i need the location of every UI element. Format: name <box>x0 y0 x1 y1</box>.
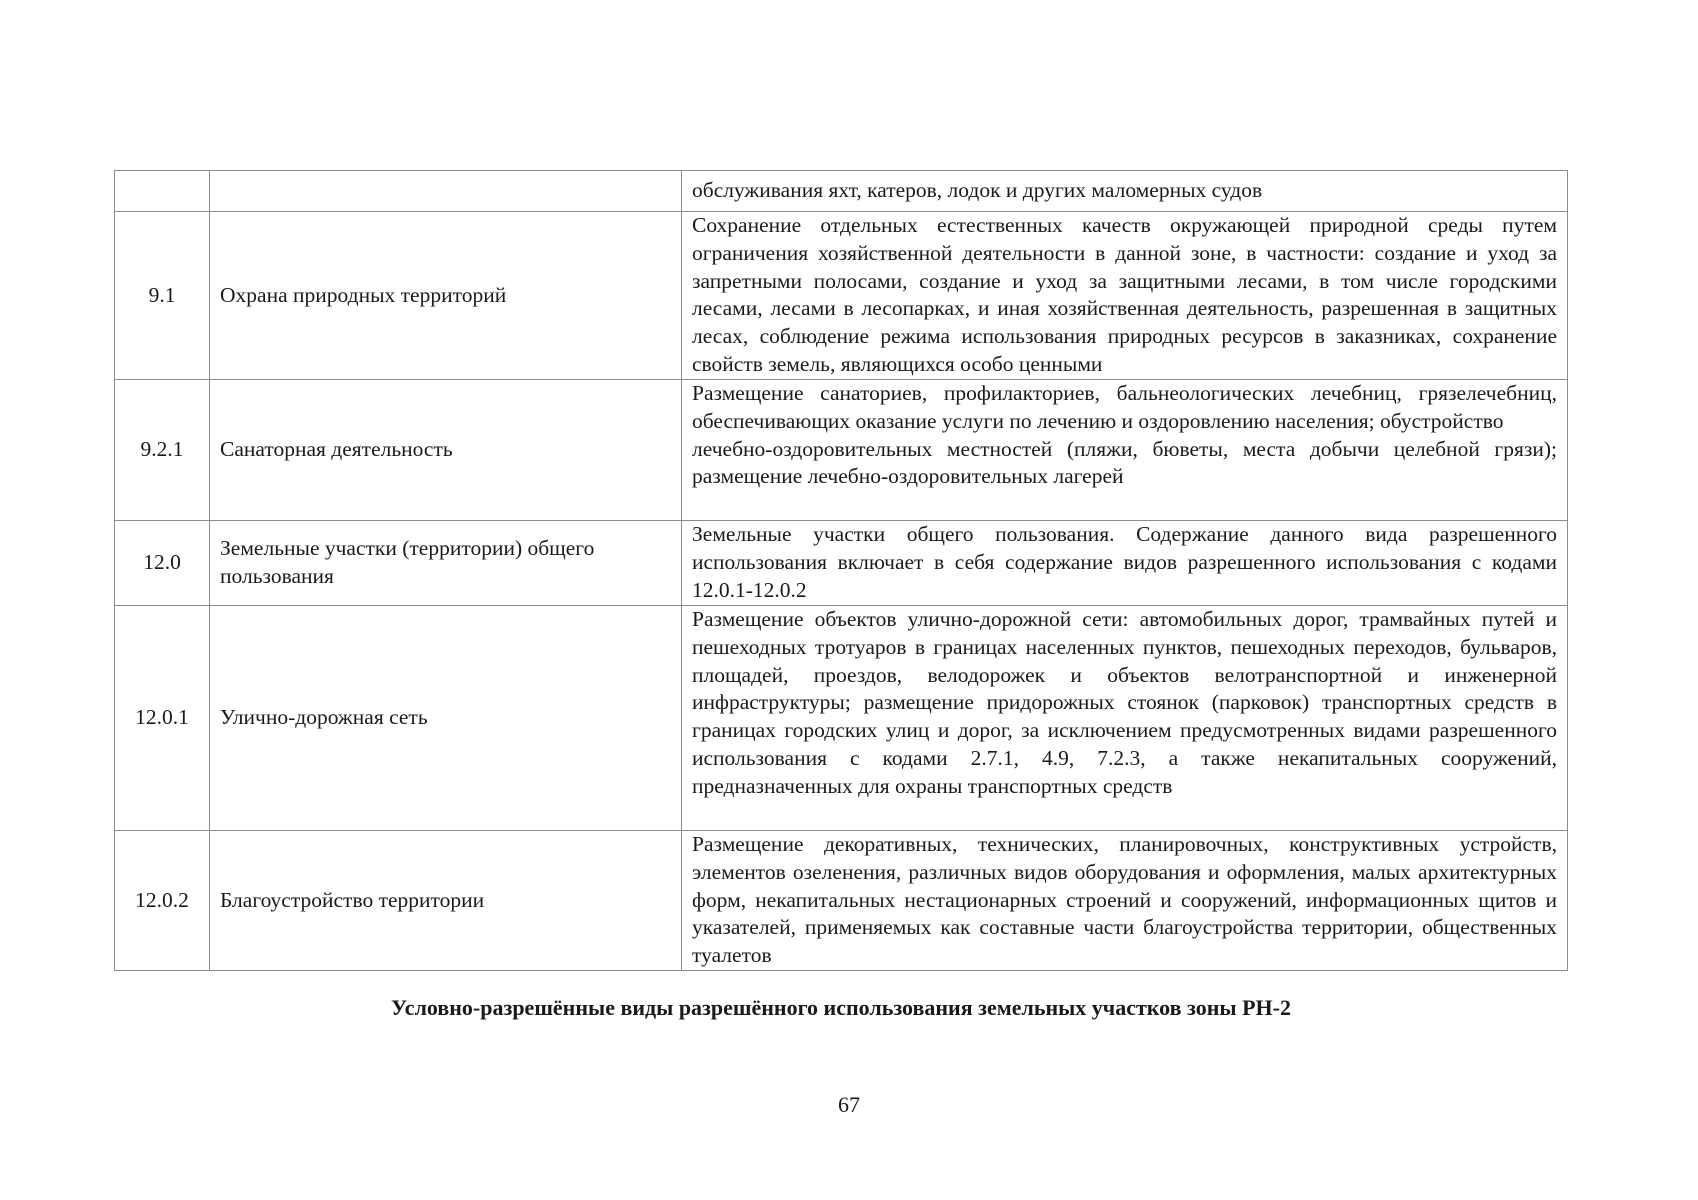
table-row <box>115 380 1568 521</box>
name-cell: Охрана природных территорий <box>210 212 682 380</box>
code-cell <box>115 171 210 212</box>
table-row <box>115 171 1568 212</box>
description-cell: Размещение декоративных, технических, планировочных, конструктивных устройств, элементов озеленения, различных видов оборудования и оформления, малых архитектурных форм, некапитальных нестационарных строений и сооружений, информационных щитов и указателей, применяемых как составные части благоустройства территории, общественных туалетов <box>682 831 1568 971</box>
description-paragraph: Размещение санаториев, профилакториев, бальнеологических лечебниц, грязелечебниц, обеспечивающих оказание услуги по лечению и оздоровлению населения; обустройство <box>692 381 1557 433</box>
code-cell: 12.0.1 <box>115 606 210 831</box>
description-cell: обслуживания яхт, катеров, лодок и других маломерных судов <box>682 171 1568 212</box>
description-cell: Земельные участки общего пользования. Содержание данного вида разрешенного использования включает в себя содержание видов разрешенного использования с кодами 12.0.1-12.0.2 <box>682 521 1568 606</box>
table-row <box>115 831 1568 971</box>
table-row <box>115 212 1568 380</box>
name-cell: Благоустройство территории <box>210 831 682 971</box>
table-row <box>115 606 1568 831</box>
code-cell: 12.0.2 <box>115 831 210 971</box>
land-use-table <box>114 170 1568 971</box>
table-row <box>115 521 1568 606</box>
description-cell: Размещение объектов улично-дорожной сети: автомобильных дорог, трамвайных путей и пешеходных тротуаров в границах населенных пунктов, пешеходных переходов, бульваров, площадей, проездов, велодорожек и объектов велотранспортной и инженерной инфраструктуры; размещение придорожных стоянок (парковок) транспортных средств в границах городских улиц и дорог, за исключением предусмотренных видами разрешенного использования с кодами 2.7.1, 4.9, 7.2.3, а также некапитальных сооружений, предназначенных для охраны транспортных средств <box>682 606 1568 831</box>
name-cell: Санаторная деятельность <box>210 380 682 521</box>
section-heading: Условно-разрешённые виды разрешённого использования земельных участков зоны РН-2 <box>391 995 1291 1020</box>
description-paragraph: лечебно-оздоровительных местностей (пляжи, бюветы, места добычи целебной грязи); размещение лечебно-оздоровительных лагерей <box>692 436 1557 489</box>
name-cell: Земельные участки (территории) общего пользования <box>210 521 682 606</box>
page-number: 67 <box>838 1092 860 1117</box>
code-cell: 9.2.1 <box>115 380 210 521</box>
name-cell <box>210 171 682 212</box>
description-cell <box>682 380 1568 521</box>
description-cell: Сохранение отдельных естественных качеств окружающей природной среды путем ограничения хозяйственной деятельности в данной зоне, в частности: создание и уход за запретными полосами, создание и уход за защитными лесами, в том числе городскими лесами, лесами в лесопарках, и иная хозяйственная деятельность, разрешенная в защитных лесах, соблюдение режима использования природных ресурсов в заказниках, сохранение свойств земель, являющихся особо ценными <box>682 212 1568 380</box>
code-cell: 12.0 <box>115 521 210 606</box>
name-cell: Улично-дорожная сеть <box>210 606 682 831</box>
code-cell: 9.1 <box>115 212 210 380</box>
